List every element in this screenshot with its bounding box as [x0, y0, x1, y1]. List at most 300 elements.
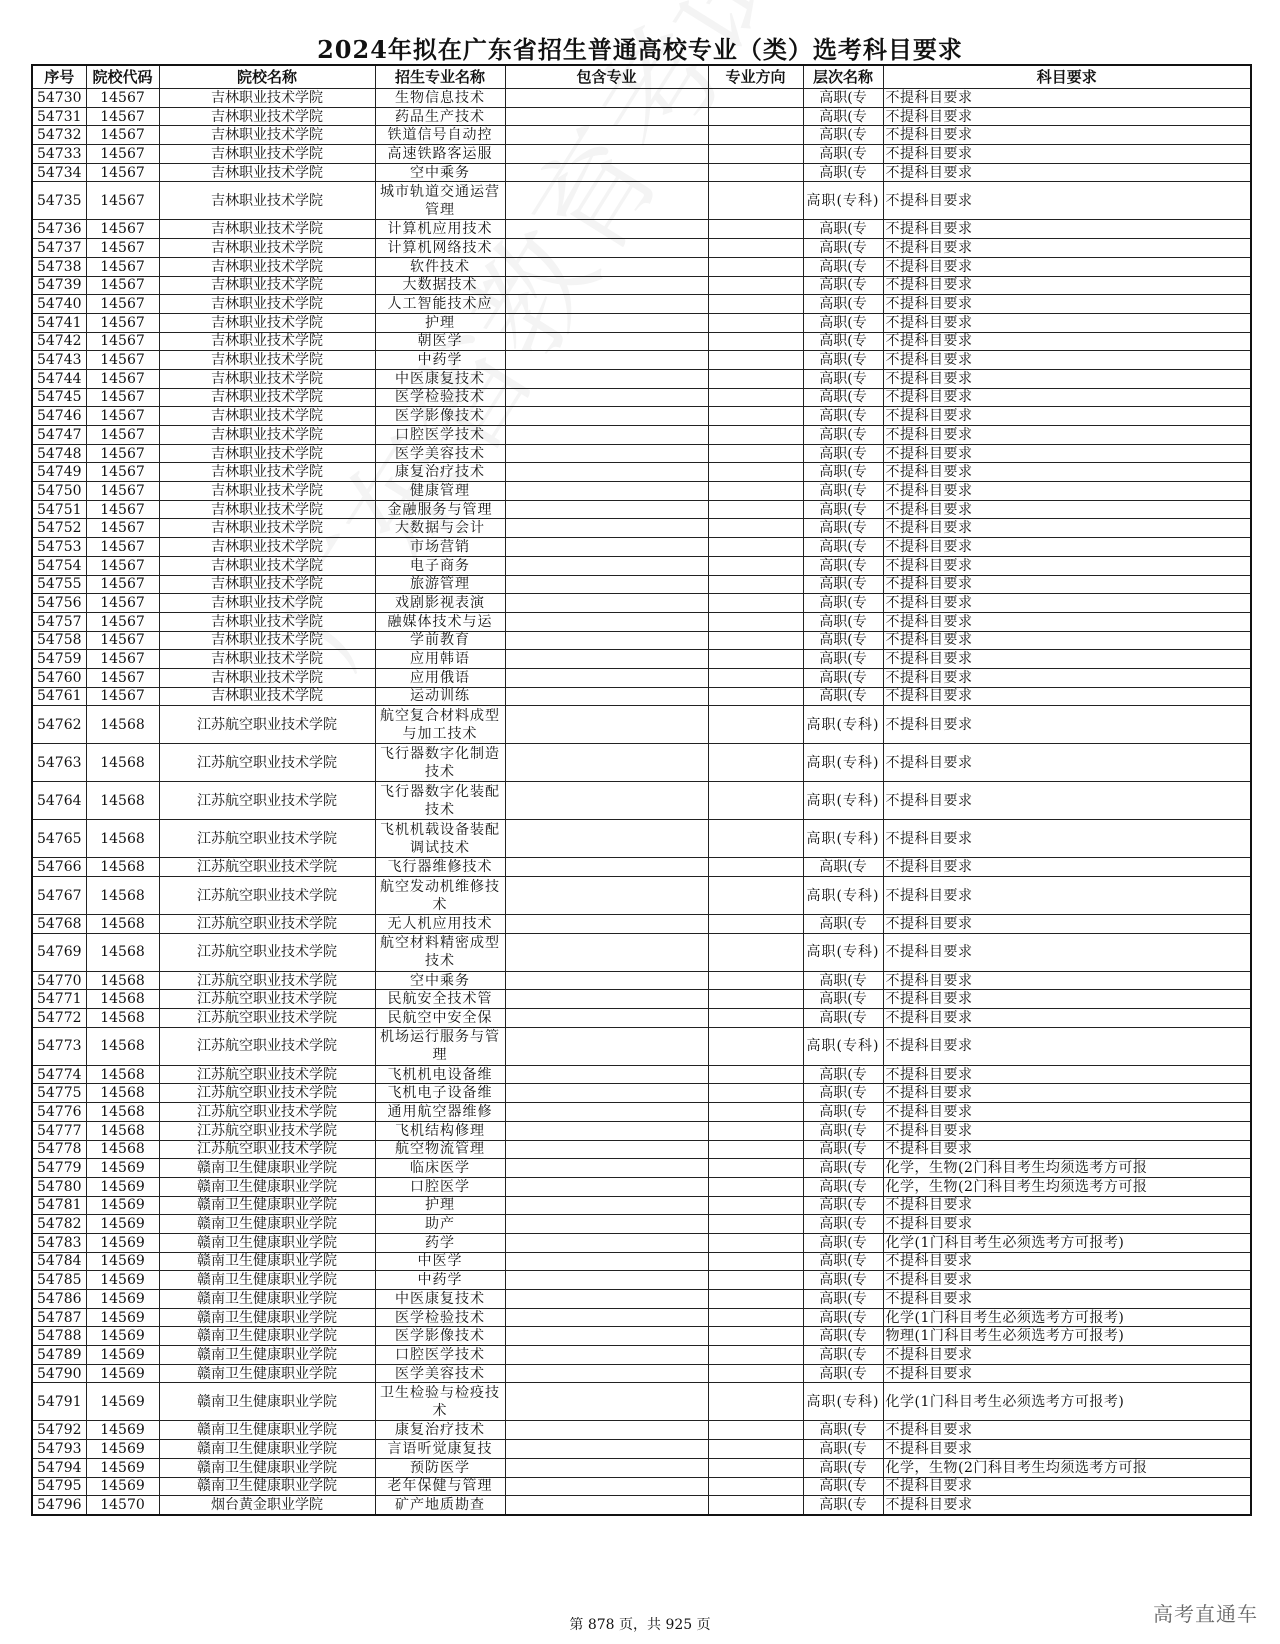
cell-major-direction	[708, 163, 803, 182]
cell-included-majors	[505, 820, 708, 858]
cell-major-name: 中药学	[375, 1271, 505, 1290]
cell-included-majors	[505, 220, 708, 239]
cell-included-majors	[505, 519, 708, 538]
cell-included-majors	[505, 1308, 708, 1327]
cell-major-name: 飞行器数字化制造技术	[375, 744, 505, 782]
cell-major-name: 金融服务与管理	[375, 500, 505, 519]
cell-school-code: 14567	[86, 444, 159, 463]
cell-major-direction	[708, 1121, 803, 1140]
cell-major-name: 戏剧影视表演	[375, 594, 505, 613]
cell-subject-requirement: 不提科目要求	[883, 239, 1251, 258]
cell-included-majors	[505, 1009, 708, 1028]
cell-seq: 54750	[32, 482, 86, 501]
cell-school-name: 江苏航空职业技术学院	[159, 1140, 375, 1159]
cell-level: 高职(专	[803, 538, 883, 557]
cell-seq: 54768	[32, 915, 86, 934]
table-row	[32, 1065, 1251, 1084]
cell-major-direction	[708, 1196, 803, 1215]
cell-major-direction	[708, 990, 803, 1009]
cell-seq: 54744	[32, 369, 86, 388]
cell-included-majors	[505, 915, 708, 934]
cell-included-majors	[505, 1477, 708, 1496]
table-row	[32, 500, 1251, 519]
cell-level: 高职(专	[803, 369, 883, 388]
cell-major-direction	[708, 1027, 803, 1065]
cell-major-name: 口腔医学	[375, 1177, 505, 1196]
cell-seq: 54791	[32, 1383, 86, 1421]
cell-subject-requirement: 不提科目要求	[883, 1215, 1251, 1234]
cell-major-direction	[708, 313, 803, 332]
cell-subject-requirement: 不提科目要求	[883, 257, 1251, 276]
cell-school-name: 江苏航空职业技术学院	[159, 858, 375, 877]
cell-major-direction	[708, 239, 803, 258]
cell-major-direction	[708, 687, 803, 706]
cell-seq: 54765	[32, 820, 86, 858]
cell-subject-requirement: 不提科目要求	[883, 744, 1251, 782]
cell-major-name: 城市轨道交通运营管理	[375, 182, 505, 220]
cell-included-majors	[505, 257, 708, 276]
header-seq: 序号	[32, 65, 86, 89]
cell-included-majors	[505, 426, 708, 445]
cell-major-direction	[708, 706, 803, 744]
cell-level: 高职(专	[803, 594, 883, 613]
cell-seq: 54740	[32, 295, 86, 314]
cell-level: 高职(专	[803, 145, 883, 164]
cell-seq: 54742	[32, 332, 86, 351]
table-row	[32, 556, 1251, 575]
cell-level: 高职(专	[803, 915, 883, 934]
cell-school-name: 吉林职业技术学院	[159, 556, 375, 575]
cell-seq: 54736	[32, 220, 86, 239]
cell-school-name: 烟台黄金职业学院	[159, 1496, 375, 1515]
cell-level: 高职(专	[803, 990, 883, 1009]
cell-major-name: 飞行器数字化装配技术	[375, 782, 505, 820]
cell-major-direction	[708, 89, 803, 108]
cell-major-direction	[708, 1215, 803, 1234]
cell-seq: 54763	[32, 744, 86, 782]
cell-school-name: 吉林职业技术学院	[159, 239, 375, 258]
cell-included-majors	[505, 163, 708, 182]
cell-level: 高职(专	[803, 858, 883, 877]
cell-major-direction	[708, 444, 803, 463]
cell-level: 高职(专	[803, 1084, 883, 1103]
header-school-code: 院校代码	[86, 65, 159, 89]
cell-major-name: 中医康复技术	[375, 1290, 505, 1309]
table-row	[32, 575, 1251, 594]
cell-school-name: 江苏航空职业技术学院	[159, 1065, 375, 1084]
cell-subject-requirement: 不提科目要求	[883, 89, 1251, 108]
cell-school-code: 14568	[86, 1009, 159, 1028]
cell-school-code: 14567	[86, 182, 159, 220]
cell-school-code: 14569	[86, 1458, 159, 1477]
cell-major-name: 应用韩语	[375, 650, 505, 669]
cell-included-majors	[505, 1233, 708, 1252]
cell-level: 高职(专	[803, 1271, 883, 1290]
cell-major-direction	[708, 782, 803, 820]
table-row	[32, 706, 1251, 744]
header-school-name: 院校名称	[159, 65, 375, 89]
cell-seq: 54739	[32, 276, 86, 295]
cell-major-direction	[708, 915, 803, 934]
cell-school-code: 14567	[86, 239, 159, 258]
cell-school-name: 赣南卫生健康职业学院	[159, 1252, 375, 1271]
cell-seq: 54766	[32, 858, 86, 877]
cell-major-name: 软件技术	[375, 257, 505, 276]
cell-major-direction	[708, 1364, 803, 1383]
cell-school-name: 吉林职业技术学院	[159, 519, 375, 538]
table-row	[32, 182, 1251, 220]
cell-school-code: 14569	[86, 1364, 159, 1383]
cell-major-name: 医学美容技术	[375, 444, 505, 463]
cell-school-code: 14569	[86, 1177, 159, 1196]
cell-level: 高职(专	[803, 668, 883, 687]
cell-seq: 54730	[32, 89, 86, 108]
cell-school-name: 吉林职业技术学院	[159, 220, 375, 239]
cell-included-majors	[505, 239, 708, 258]
cell-major-name: 助产	[375, 1215, 505, 1234]
cell-school-name: 吉林职业技术学院	[159, 295, 375, 314]
table-row	[32, 369, 1251, 388]
cell-subject-requirement: 不提科目要求	[883, 295, 1251, 314]
table-row	[32, 1215, 1251, 1234]
cell-school-code: 14568	[86, 971, 159, 990]
cell-major-name: 铁道信号自动控	[375, 126, 505, 145]
cell-school-name: 吉林职业技术学院	[159, 107, 375, 126]
table-row	[32, 1458, 1251, 1477]
table-row	[32, 915, 1251, 934]
cell-school-code: 14569	[86, 1252, 159, 1271]
cell-school-name: 赣南卫生健康职业学院	[159, 1271, 375, 1290]
cell-included-majors	[505, 990, 708, 1009]
cell-subject-requirement: 不提科目要求	[883, 519, 1251, 538]
cell-major-name: 医学检验技术	[375, 1308, 505, 1327]
cell-level: 高职(专	[803, 1196, 883, 1215]
table-row	[32, 351, 1251, 370]
cell-level: 高职(专	[803, 351, 883, 370]
table-row	[32, 971, 1251, 990]
cell-seq: 54747	[32, 426, 86, 445]
cell-seq: 54793	[32, 1440, 86, 1459]
cell-school-name: 赣南卫生健康职业学院	[159, 1477, 375, 1496]
cell-major-name: 言语听觉康复技	[375, 1440, 505, 1459]
cell-level: 高职(专	[803, 1121, 883, 1140]
cell-subject-requirement: 化学(1门科目考生必须选考方可报考)	[883, 1233, 1251, 1252]
cell-major-direction	[708, 1103, 803, 1122]
cell-major-direction	[708, 1084, 803, 1103]
cell-major-direction	[708, 1383, 803, 1421]
table-row	[32, 612, 1251, 631]
cell-subject-requirement: 不提科目要求	[883, 407, 1251, 426]
cell-subject-requirement: 不提科目要求	[883, 388, 1251, 407]
cell-included-majors	[505, 575, 708, 594]
cell-subject-requirement: 不提科目要求	[883, 631, 1251, 650]
cell-school-code: 14567	[86, 426, 159, 445]
cell-major-name: 口腔医学技术	[375, 1346, 505, 1365]
cell-major-direction	[708, 388, 803, 407]
table-row	[32, 687, 1251, 706]
table-row	[32, 444, 1251, 463]
cell-level: 高职(专科)	[803, 1383, 883, 1421]
cell-major-direction	[708, 276, 803, 295]
cell-level: 高职(专	[803, 276, 883, 295]
cell-included-majors	[505, 444, 708, 463]
cell-subject-requirement: 不提科目要求	[883, 538, 1251, 557]
cell-subject-requirement: 不提科目要求	[883, 1496, 1251, 1515]
cell-major-direction	[708, 650, 803, 669]
cell-school-code: 14568	[86, 706, 159, 744]
cell-school-name: 赣南卫生健康职业学院	[159, 1233, 375, 1252]
cell-major-direction	[708, 1346, 803, 1365]
cell-level: 高职(专科)	[803, 744, 883, 782]
cell-subject-requirement: 不提科目要求	[883, 444, 1251, 463]
cell-level: 高职(专	[803, 650, 883, 669]
cell-school-code: 14568	[86, 820, 159, 858]
cell-major-direction	[708, 369, 803, 388]
cell-school-name: 吉林职业技术学院	[159, 351, 375, 370]
cell-level: 高职(专科)	[803, 820, 883, 858]
cell-seq: 54761	[32, 687, 86, 706]
cell-included-majors	[505, 1496, 708, 1515]
cell-seq: 54779	[32, 1159, 86, 1178]
table-row	[32, 1159, 1251, 1178]
brand-watermark: 高考直通车	[1153, 1602, 1258, 1626]
cell-included-majors	[505, 782, 708, 820]
cell-major-direction	[708, 332, 803, 351]
cell-seq: 54780	[32, 1177, 86, 1196]
cell-major-name: 高速铁路客运服	[375, 145, 505, 164]
cell-level: 高职(专	[803, 239, 883, 258]
cell-subject-requirement: 不提科目要求	[883, 556, 1251, 575]
cell-major-name: 口腔医学技术	[375, 426, 505, 445]
cell-seq: 54785	[32, 1271, 86, 1290]
cell-school-name: 江苏航空职业技术学院	[159, 1103, 375, 1122]
cell-level: 高职(专	[803, 407, 883, 426]
cell-seq: 54758	[32, 631, 86, 650]
cell-major-name: 飞机结构修理	[375, 1121, 505, 1140]
cell-major-name: 学前教育	[375, 631, 505, 650]
cell-included-majors	[505, 500, 708, 519]
cell-school-name: 吉林职业技术学院	[159, 482, 375, 501]
cell-major-direction	[708, 668, 803, 687]
cell-major-direction	[708, 257, 803, 276]
cell-level: 高职(专	[803, 107, 883, 126]
cell-major-name: 机场运行服务与管理	[375, 1027, 505, 1065]
cell-major-name: 市场营销	[375, 538, 505, 557]
cell-school-name: 赣南卫生健康职业学院	[159, 1290, 375, 1309]
cell-school-name: 吉林职业技术学院	[159, 612, 375, 631]
cell-major-direction	[708, 1290, 803, 1309]
cell-level: 高职(专	[803, 126, 883, 145]
cell-seq: 54796	[32, 1496, 86, 1515]
cell-included-majors	[505, 556, 708, 575]
cell-major-direction	[708, 1233, 803, 1252]
cell-school-code: 14569	[86, 1440, 159, 1459]
cell-school-name: 吉林职业技术学院	[159, 594, 375, 613]
header-level: 层次名称	[803, 65, 883, 89]
table-row	[32, 257, 1251, 276]
cell-school-code: 14567	[86, 332, 159, 351]
cell-level: 高职(专	[803, 1458, 883, 1477]
cell-included-majors	[505, 1252, 708, 1271]
cell-level: 高职(专	[803, 1009, 883, 1028]
cell-subject-requirement: 不提科目要求	[883, 313, 1251, 332]
cell-school-name: 赣南卫生健康职业学院	[159, 1346, 375, 1365]
cell-level: 高职(专	[803, 1496, 883, 1515]
cell-major-name: 护理	[375, 313, 505, 332]
cell-included-majors	[505, 1215, 708, 1234]
cell-major-direction	[708, 1440, 803, 1459]
cell-seq: 54769	[32, 933, 86, 971]
cell-school-code: 14567	[86, 556, 159, 575]
table-row	[32, 1084, 1251, 1103]
cell-major-name: 生物信息技术	[375, 89, 505, 108]
requirements-table	[31, 64, 1252, 1516]
table-row	[32, 1364, 1251, 1383]
cell-school-code: 14568	[86, 782, 159, 820]
cell-school-code: 14567	[86, 276, 159, 295]
cell-level: 高职(专	[803, 313, 883, 332]
cell-included-majors	[505, 744, 708, 782]
cell-subject-requirement: 不提科目要求	[883, 1364, 1251, 1383]
cell-seq: 54754	[32, 556, 86, 575]
cell-major-name: 飞机机载设备装配调试技术	[375, 820, 505, 858]
cell-subject-requirement: 不提科目要求	[883, 107, 1251, 126]
cell-major-name: 药学	[375, 1233, 505, 1252]
cell-included-majors	[505, 1327, 708, 1346]
cell-school-code: 14567	[86, 295, 159, 314]
cell-school-code: 14567	[86, 482, 159, 501]
cell-major-direction	[708, 1009, 803, 1028]
cell-major-name: 中药学	[375, 351, 505, 370]
cell-major-name: 大数据与会计	[375, 519, 505, 538]
cell-level: 高职(专	[803, 1177, 883, 1196]
cell-included-majors	[505, 594, 708, 613]
cell-level: 高职(专	[803, 1103, 883, 1122]
table-row	[32, 1290, 1251, 1309]
cell-included-majors	[505, 1027, 708, 1065]
cell-major-name: 航空发动机维修技术	[375, 877, 505, 915]
cell-subject-requirement: 不提科目要求	[883, 369, 1251, 388]
cell-included-majors	[505, 877, 708, 915]
cell-major-name: 药品生产技术	[375, 107, 505, 126]
cell-level: 高职(专科)	[803, 1027, 883, 1065]
cell-major-direction	[708, 482, 803, 501]
cell-subject-requirement: 不提科目要求	[883, 594, 1251, 613]
cell-subject-requirement: 不提科目要求	[883, 1271, 1251, 1290]
cell-school-code: 14569	[86, 1308, 159, 1327]
cell-major-direction	[708, 519, 803, 538]
cell-school-name: 江苏航空职业技术学院	[159, 744, 375, 782]
cell-included-majors	[505, 1346, 708, 1365]
cell-major-direction	[708, 220, 803, 239]
cell-major-direction	[708, 1421, 803, 1440]
table-header-row	[32, 65, 1251, 89]
cell-school-code: 14567	[86, 388, 159, 407]
cell-school-name: 吉林职业技术学院	[159, 163, 375, 182]
cell-school-code: 14567	[86, 257, 159, 276]
cell-level: 高职(专	[803, 1290, 883, 1309]
table-row	[32, 239, 1251, 258]
cell-level: 高职(专	[803, 463, 883, 482]
cell-level: 高职(专	[803, 295, 883, 314]
cell-major-direction	[708, 1159, 803, 1178]
cell-major-name: 临床医学	[375, 1159, 505, 1178]
cell-subject-requirement: 不提科目要求	[883, 933, 1251, 971]
cell-level: 高职(专科)	[803, 706, 883, 744]
cell-school-name: 江苏航空职业技术学院	[159, 971, 375, 990]
cell-seq: 54735	[32, 182, 86, 220]
cell-included-majors	[505, 182, 708, 220]
cell-school-code: 14568	[86, 1103, 159, 1122]
cell-school-name: 江苏航空职业技术学院	[159, 1084, 375, 1103]
cell-level: 高职(专	[803, 257, 883, 276]
cell-school-name: 吉林职业技术学院	[159, 332, 375, 351]
cell-level: 高职(专	[803, 163, 883, 182]
cell-major-name: 康复治疗技术	[375, 1421, 505, 1440]
cell-subject-requirement: 不提科目要求	[883, 706, 1251, 744]
table-row	[32, 1233, 1251, 1252]
table-row	[32, 594, 1251, 613]
cell-school-code: 14569	[86, 1421, 159, 1440]
cell-included-majors	[505, 126, 708, 145]
cell-major-direction	[708, 295, 803, 314]
cell-included-majors	[505, 687, 708, 706]
cell-seq: 54773	[32, 1027, 86, 1065]
cell-school-code: 14567	[86, 500, 159, 519]
cell-seq: 54733	[32, 145, 86, 164]
cell-major-name: 预防医学	[375, 1458, 505, 1477]
cell-subject-requirement: 不提科目要求	[883, 500, 1251, 519]
cell-level: 高职(专科)	[803, 182, 883, 220]
cell-included-majors	[505, 650, 708, 669]
cell-subject-requirement: 不提科目要求	[883, 650, 1251, 669]
cell-level: 高职(专	[803, 444, 883, 463]
cell-school-code: 14568	[86, 1084, 159, 1103]
cell-major-name: 医学影像技术	[375, 1327, 505, 1346]
cell-school-code: 14567	[86, 650, 159, 669]
cell-included-majors	[505, 1383, 708, 1421]
table-row	[32, 933, 1251, 971]
table-row	[32, 1196, 1251, 1215]
cell-subject-requirement: 化学(1门科目考生必须选考方可报考)	[883, 1383, 1251, 1421]
cell-seq: 54764	[32, 782, 86, 820]
cell-school-name: 吉林职业技术学院	[159, 631, 375, 650]
cell-school-name: 吉林职业技术学院	[159, 426, 375, 445]
cell-major-direction	[708, 877, 803, 915]
cell-school-name: 江苏航空职业技术学院	[159, 915, 375, 934]
cell-school-code: 14567	[86, 519, 159, 538]
table-row	[32, 163, 1251, 182]
cell-seq: 54786	[32, 1290, 86, 1309]
cell-level: 高职(专	[803, 1477, 883, 1496]
cell-major-direction	[708, 1477, 803, 1496]
cell-major-name: 计算机应用技术	[375, 220, 505, 239]
cell-level: 高职(专	[803, 1440, 883, 1459]
table-row	[32, 482, 1251, 501]
cell-seq: 54771	[32, 990, 86, 1009]
cell-level: 高职(专	[803, 1159, 883, 1178]
cell-level: 高职(专	[803, 482, 883, 501]
cell-school-name: 吉林职业技术学院	[159, 369, 375, 388]
cell-included-majors	[505, 1103, 708, 1122]
table-row	[32, 407, 1251, 426]
cell-seq: 54772	[32, 1009, 86, 1028]
cell-seq: 54762	[32, 706, 86, 744]
cell-subject-requirement: 不提科目要求	[883, 1140, 1251, 1159]
cell-included-majors	[505, 107, 708, 126]
cell-subject-requirement: 不提科目要求	[883, 351, 1251, 370]
cell-school-name: 吉林职业技术学院	[159, 650, 375, 669]
